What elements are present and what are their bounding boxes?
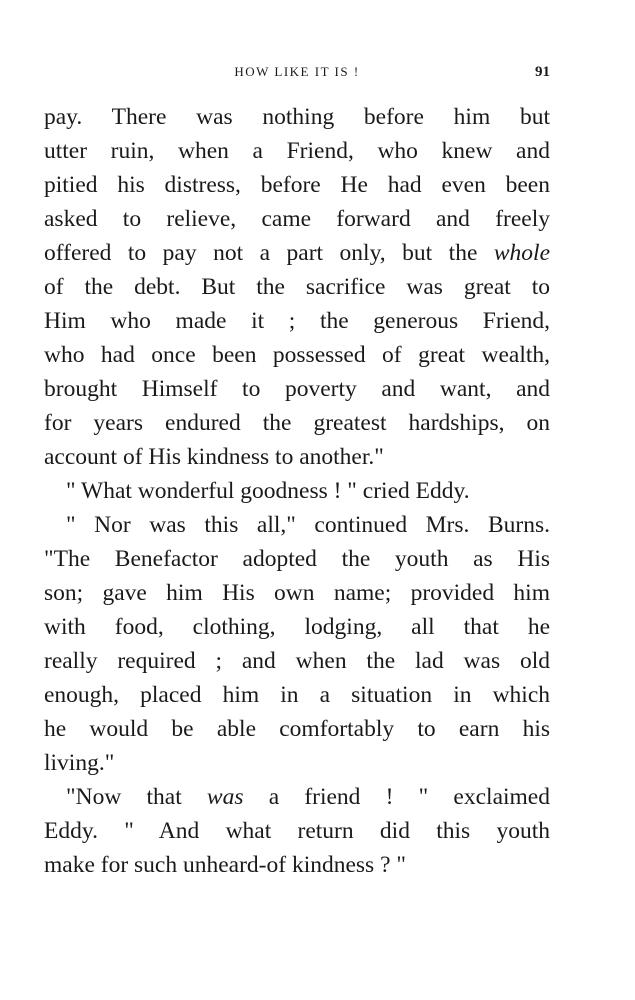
text-line: pay. There was nothing before him but bbox=[44, 104, 550, 130]
emphasis: whole bbox=[493, 240, 550, 266]
text-line: "Now that was a friend ! " exclaimed bbox=[66, 784, 550, 810]
text-line: account of His kindness to another." bbox=[44, 444, 384, 470]
emphasis: was bbox=[206, 784, 244, 810]
text-line: utter ruin, when a Friend, who knew and bbox=[44, 138, 550, 164]
text-line: " Nor was this all," continued Mrs. Burns. bbox=[66, 512, 550, 538]
text-line: son; gave him His own name; provided him bbox=[44, 580, 550, 606]
text-line: pitied his distress, before He had even been bbox=[44, 172, 550, 198]
text-line: offered to pay not a part only, but the whole bbox=[44, 240, 550, 266]
text-line: " What wonderful goodness ! " cried Eddy. bbox=[66, 478, 470, 504]
text-line: he would be able comfortably to earn his bbox=[44, 716, 550, 742]
text-line: living." bbox=[44, 750, 115, 776]
text-line: asked to relieve, came forward and freely bbox=[44, 206, 550, 232]
text-line: enough, placed him in a situation in which bbox=[44, 682, 550, 708]
running-head bbox=[44, 62, 550, 82]
text-line: brought Himself to poverty and want, and bbox=[44, 376, 550, 402]
text-line: Him who made it ; the generous Friend, bbox=[44, 308, 550, 334]
text-line: of the debt. But the sacrifice was great to bbox=[44, 274, 550, 300]
text-line: who had once been possessed of great wealth, bbox=[44, 342, 550, 368]
body-text bbox=[44, 100, 550, 882]
text-line: make for such unheard-of kindness ? " bbox=[44, 852, 406, 878]
text-line: for years endured the greatest hardships, on bbox=[44, 410, 550, 436]
text-line: with food, clothing, lodging, all that he bbox=[44, 614, 550, 640]
text-line: "The Benefactor adopted the youth as His bbox=[44, 546, 550, 572]
running-title: HOW LIKE IT IS ! bbox=[234, 64, 360, 79]
text-line: really required ; and when the lad was old bbox=[44, 648, 550, 674]
page-number: 91 bbox=[535, 64, 550, 80]
text-line: Eddy. " And what return did this youth bbox=[44, 818, 550, 844]
